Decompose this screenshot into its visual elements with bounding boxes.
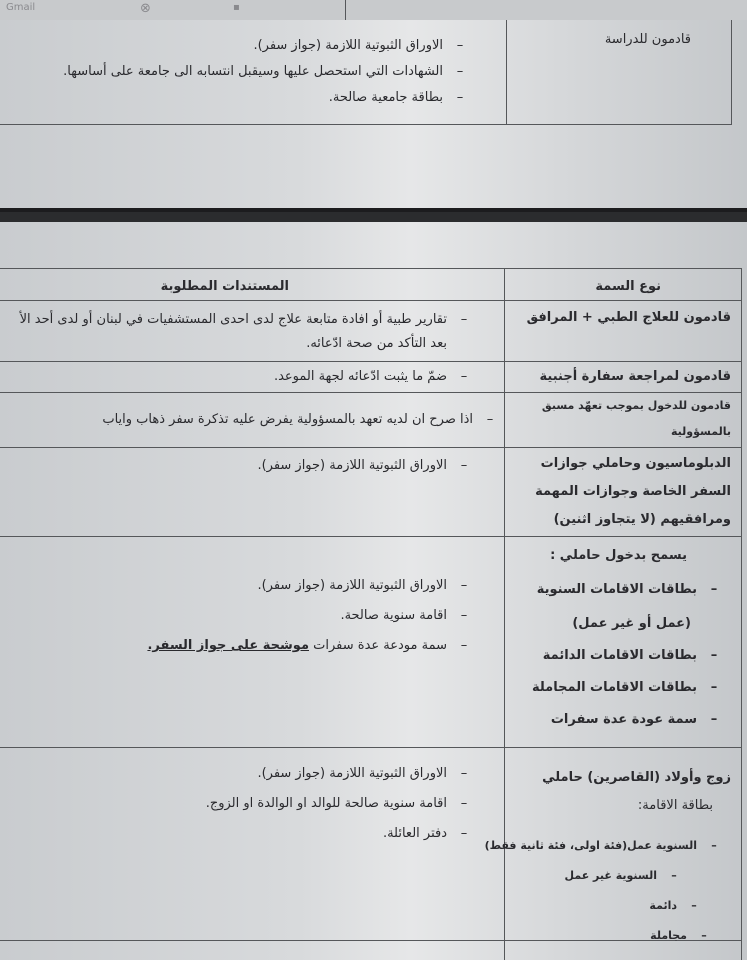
visa-type-diplomatic-cont: ومرافقيهم (لا يتجاوز اثنين) [553,512,731,527]
visa-type-family-item: –السنوية عمل(فئة اولى، فئة ثانية فقط) [484,839,717,852]
document-item: –الاوراق الثبوتية اللازمة (جواز سفر). [257,578,468,593]
document-item: –الشهادات التي استحصل عليها وسيقبل انتسابه الى جامعة على أساسها. [63,64,464,79]
document-item: –الاوراق الثبوتية اللازمة (جواز سفر). [257,458,468,473]
row-divider [0,536,742,537]
visa-type-residence-item-cont: (عمل أو غير عمل) [572,616,691,631]
close-icon[interactable]: ⊗ [140,1,151,16]
visa-type-family-item: –دائمة [649,899,697,912]
row-divider [0,940,742,941]
page-edge [0,208,747,212]
document-item: –بطاقة جامعية صالحة. [328,90,464,105]
table-border-right [731,20,732,124]
row-divider [0,300,742,301]
visa-type-residence-item: –سمة عودة عدة سفرات [550,712,718,727]
tab-gmail[interactable]: Gmail [6,2,36,13]
document-page-top [0,20,747,208]
document-item: –تقارير طبية أو افادة متابعة علاج لدى احدى المستشفيات في لبنان أو لدى أحد الأ [19,312,468,327]
tab-icon: ▪ [233,2,240,13]
document-item: –ضمّ ما يثبت ادّعائه لجهة الموعد. [273,369,468,384]
visa-type-family-cont: بطاقة الاقامة: [637,798,713,813]
row-divider [0,268,742,269]
visa-type-family-item: –السنوية غير عمل [564,869,677,882]
document-page-main [0,222,747,960]
table-border-right [741,268,742,960]
document-item: –اقامة سنوية صالحة للوالد او الوالدة او الزوج. [205,796,468,811]
underlined-note: موشحة على جواز السفر. [147,638,309,653]
browser-tab-bar [0,0,747,21]
column-divider [506,20,507,124]
document-item: –الاوراق الثبوتية اللازمة (جواز سفر). [257,766,468,781]
visa-type-diplomatic-cont: السفر الخاصة وجوازات المهمة [535,484,731,499]
visa-type-embassy: قادمون لمراجعة سفارة أجنبية [539,369,731,384]
visa-type-medical: قادمون للعلاج الطبي + المرافق [526,310,731,325]
document-item: –دفتر العائلة. [382,826,468,841]
row-divider [0,447,742,448]
visa-type-diplomatic: الدبلوماسيون وحاملي جوازات [540,456,731,471]
document-item: –سمة مودعة عدة سفرات موشحة على جواز السفر. [147,638,468,653]
visa-type-residence-item: –بطاقات الاقامات المجاملة [531,680,718,695]
visa-type-family-item: –مجاملة [650,929,707,942]
table-border-bottom [0,124,732,125]
visa-type-residence-item: –بطاقات الاقامات الدائمة [542,648,718,663]
document-item: –الاوراق الثبوتية اللازمة (جواز سفر). [253,38,464,53]
header-required-documents: المستندات المطلوبة [160,279,289,294]
row-divider [0,392,742,393]
row-divider [0,361,742,362]
header-visa-type: نوع السمة [595,279,661,294]
visa-type-pledge: قادمون للدخول بموجب تعهّد مسبق [541,399,731,412]
row-divider [0,747,742,748]
tab-divider [345,0,346,20]
document-item: –اقامة سنوية صالحة. [340,608,468,623]
visa-type-residence-title: يسمح بدخول حاملي : [550,548,687,563]
visa-type-pledge-cont: بالمسؤولية [671,425,731,438]
category-study: قادمون للدراسة [604,32,691,47]
visa-type-family: زوج وأولاد (القاصرين) حاملي [542,770,731,785]
document-item-cont: بعد التأكد من صحة ادّعائه. [306,336,447,351]
visa-type-residence-item: –بطاقات الاقامات السنوية [536,582,718,597]
document-item: –اذا صرح ان لديه تعهد بالمسؤولية يفرض عليه تذكرة سفر ذهاب واياب [102,412,494,427]
